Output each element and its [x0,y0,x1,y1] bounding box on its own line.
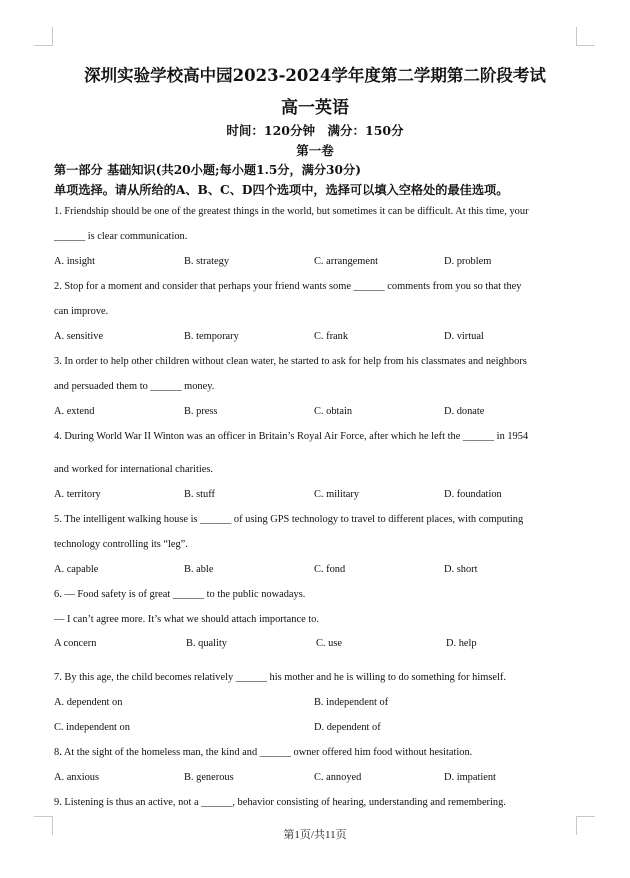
question-8-option-b: B. generous [184,772,234,783]
question-8-option-c: C. annoyed [314,772,362,783]
volume-label: 第一卷 [296,143,334,158]
crop-mark-top-right [576,27,595,46]
question-1-line-2: ______ is clear communication. [54,231,188,242]
question-2-option-b: B. temporary [184,331,239,342]
question-7-option-b: B. independent of [314,697,389,708]
question-4-option-d: D. foundation [444,489,502,500]
question-6-line-1: 6. — Food safety is of great ______ to the public nowadays. [54,589,306,600]
question-2-option-a: A. sensitive [54,331,104,342]
question-6-option-d: D. help [446,638,477,649]
question-7-option-c: C. independent on [54,722,130,733]
question-3-option-d: D. donate [444,406,485,417]
question-3-option-c: C. obtain [314,406,353,417]
question-1-option-b: B. strategy [184,256,230,267]
question-8-option-d: D. impatient [444,772,496,783]
subject-title: 高一英语 [281,98,349,118]
question-2-option-c: C. frank [314,331,349,342]
question-4-option-c: C. military [314,489,360,500]
question-2-line-1: 2. Stop for a moment and consider that perhaps your friend wants some ______ comments from you so that they [54,281,522,292]
question-9-line-1: 9. Listening is thus an active, not a ______, behavior consisting of hearing, understanding and remembering. [54,797,506,808]
section-instruction: 单项选择。请从所给的A、B、C、D四个选项中，选择可以填入空格处的最佳选项。 [54,183,509,197]
question-6-option-a: A concern [54,638,97,649]
question-5-option-b: B. able [184,564,214,575]
question-5-line-2: technology controlling its “leg”. [54,539,188,550]
question-5-line-1: 5. The intelligent walking house is ______ of using GPS technology to travel to different places, with computing [54,514,524,525]
question-4-option-b: B. stuff [184,489,215,500]
question-1-option-a: A. insight [54,256,95,267]
question-6-line-2: — I can’t agree more. It’s what we should attach importance to. [54,614,319,625]
question-2-line-2: can improve. [54,306,109,317]
question-1-line-1: 1. Friendship should be one of the greatest things in the world, but sometimes it can be difficult. At this time, your [54,206,529,217]
question-3-option-b: B. press [184,406,218,417]
question-7-option-a: A. dependent on [54,697,123,708]
question-5-option-d: D. short [444,564,478,575]
question-4-option-a: A. territory [54,489,101,500]
question-5-option-a: A. capable [54,564,99,575]
question-3-line-2: and persuaded them to ______ money. [54,381,215,392]
crop-mark-top-left [34,27,53,46]
question-3-option-a: A. extend [54,406,95,417]
section-heading: 第一部分 基础知识(共20小题;每小题1.5分，满分30分) [54,163,361,177]
question-1-option-d: D. problem [444,256,492,267]
question-4-line-1: 4. During World War II Winton was an officer in Britain’s Royal Air Force, after which he left the ______ in 1954 [54,431,529,442]
question-3-line-1: 3. In order to help other children without clean water, he started to ask for help from his classmates and neighbors [54,356,527,367]
question-2-option-d: D. virtual [444,331,484,342]
question-4-line-2: and worked for international charities. [54,464,213,475]
exam-info: 时间：120分钟 满分：150分 [226,123,404,138]
question-8-option-a: A. anxious [54,772,100,783]
question-7-line-1: 7. By this age, the child becomes relatively ______ his mother and he is willing to do something for himself. [54,672,506,683]
question-8-line-1: 8. At the sight of the homeless man, the kind and ______ owner offered him food without hesitation. [54,747,473,758]
question-1-option-c: C. arrangement [314,256,379,267]
question-6-option-c: C. use [316,638,342,649]
page-number: 第1页/共11页 [283,829,347,841]
question-6-option-b: B. quality [186,638,227,649]
question-5-option-c: C. fond [314,564,346,575]
exam-title: 深圳实验学校高中园2023-2024学年度第二学期第二阶段考试 [84,66,546,85]
question-7-option-d: D. dependent of [314,722,381,733]
